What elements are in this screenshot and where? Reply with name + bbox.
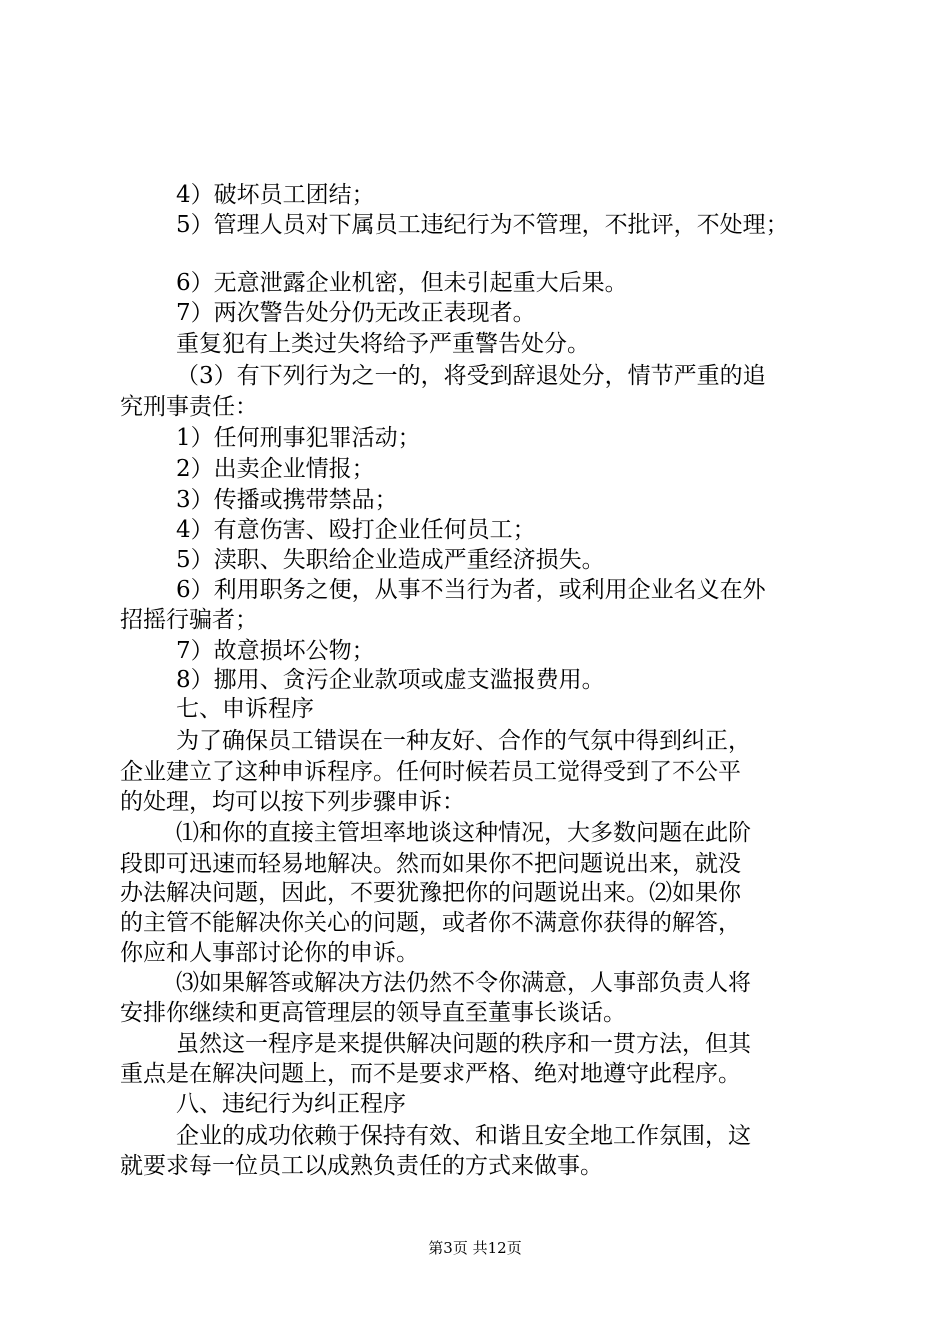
text-line: 7）故意损坏公物； (176, 638, 375, 664)
text-line: 企业建立了这种申诉程序。任何时候若员工觉得受到了不公平 (120, 759, 741, 785)
text-line: 为了确保员工错误在一种友好、合作的气氛中得到纠正， (176, 728, 751, 754)
text-line: 7）两次警告处分仍无改正表现者。 (176, 300, 536, 326)
text-line: 4）破坏员工团结； (176, 182, 375, 208)
text-line: ⑴和你的直接主管坦率地谈这种情况，大多数问题在此阶 (176, 820, 751, 846)
text-line: 企业的成功依赖于保持有效、和谐且安全地工作氛围，这 (176, 1123, 751, 1149)
text-line: 虽然这一程序是来提供解决问题的秩序和一贯方法，但其 (176, 1031, 751, 1057)
text-line: 招摇行骗者； (120, 607, 258, 633)
text-line: 5）渎职、失职给企业造成严重经济损失。 (176, 547, 605, 573)
text-line: 重点是在解决问题上，而不是要求严格、绝对地遵守此程序。 (120, 1061, 741, 1087)
section-heading: 八、违纪行为纠正程序 (176, 1091, 406, 1117)
page-number-label: 第3页 共12页 (428, 1239, 522, 1257)
text-line: 6）无意泄露企业机密，但未引起重大后果。 (176, 270, 628, 296)
text-line: 办法解决问题，因此，不要犹豫把你的问题说出来。⑵如果你 (120, 880, 741, 906)
section-heading: 七、申诉程序 (176, 696, 314, 722)
text-line: 5）管理人员对下属员工违纪行为不管理，不批评，不处理； (176, 212, 789, 238)
text-line: （3）有下列行为之一的，将受到辞退处分，情节严重的追 (176, 363, 766, 389)
text-line: 2）出卖企业情报； (176, 456, 375, 482)
text-line: 你应和人事部讨论你的申诉。 (120, 940, 419, 966)
text-line: 1）任何刑事犯罪活动； (176, 425, 421, 451)
text-line: 重复犯有上类过失将给予严重警告处分。 (176, 331, 590, 357)
text-line: 的处理，均可以按下列步骤申诉： (120, 789, 465, 815)
page-footer (0, 1238, 950, 1258)
text-line: 6）利用职务之便，从事不当行为者，或利用企业名义在外 (176, 577, 766, 603)
text-line: 究刑事责任： (120, 394, 258, 420)
text-line: 就要求每一位员工以成熟负责任的方式来做事。 (120, 1153, 603, 1179)
text-line: 4）有意伤害、殴打企业任何员工； (176, 517, 536, 543)
text-line: 8）挪用、贪污企业款项或虚支滥报费用。 (176, 667, 605, 693)
text-line: 的主管不能解决你关心的问题，或者你不满意你获得的解答， (120, 910, 741, 936)
text-line: 段即可迅速而轻易地解决。然而如果你不把问题说出来，就没 (120, 851, 741, 877)
text-line: 3）传播或携带禁品； (176, 487, 398, 513)
text-line: 安排你继续和更高管理层的领导直至董事长谈话。 (120, 1000, 626, 1026)
text-line: ⑶如果解答或解决方法仍然不令你满意，人事部负责人将 (176, 970, 751, 996)
